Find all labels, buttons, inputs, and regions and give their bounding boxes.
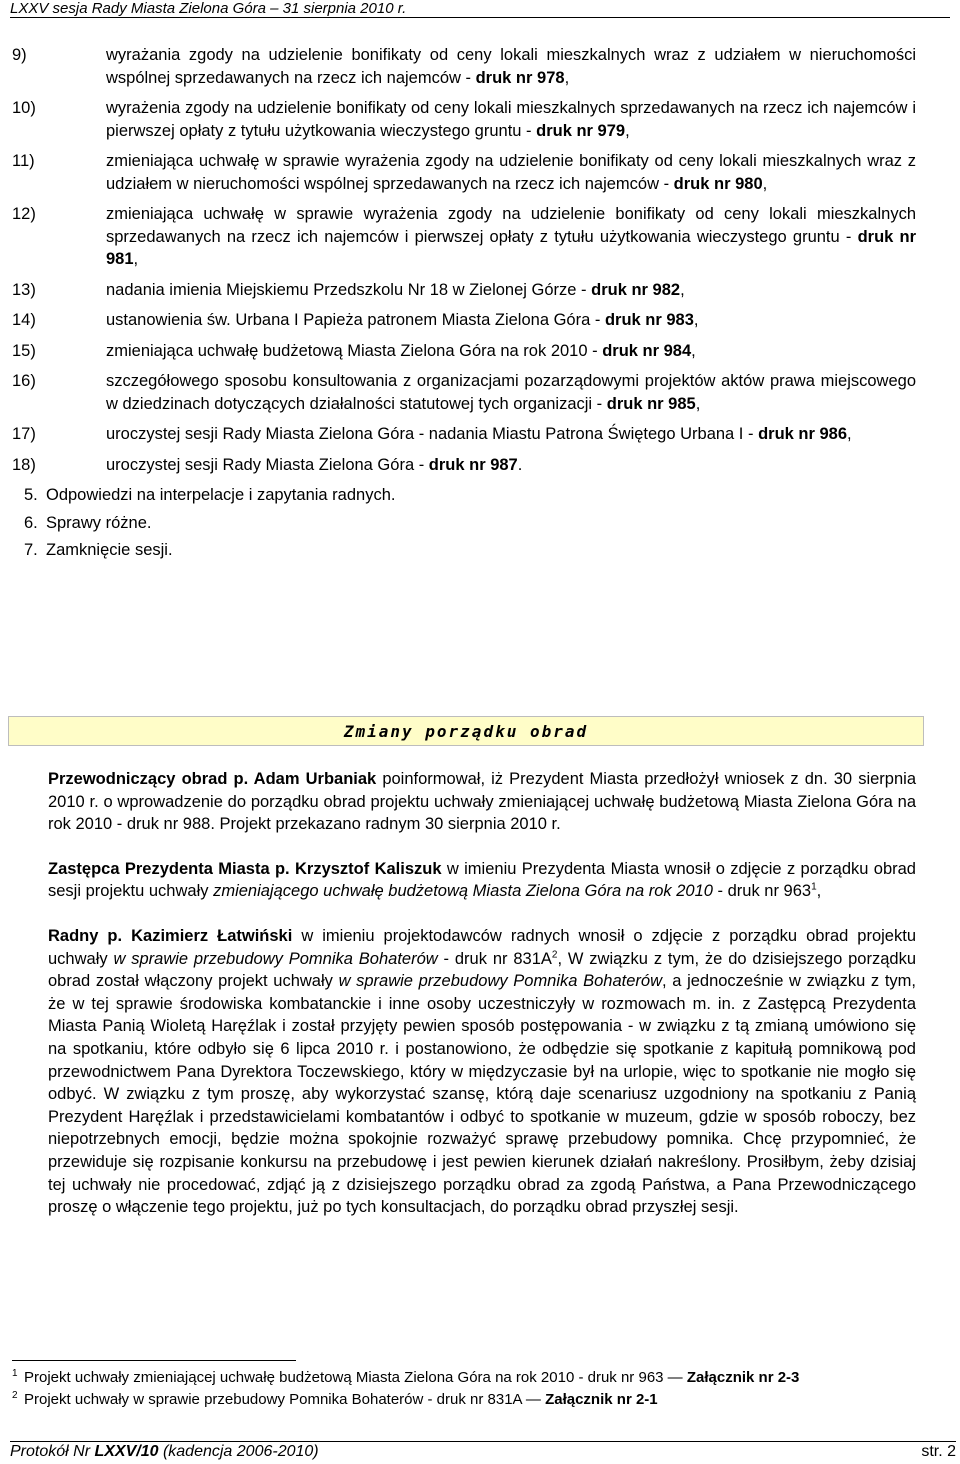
list-item: 6. Sprawy różne. <box>24 513 152 532</box>
list-item: 11) zmieniająca uchwałę w sprawie wyrażenia zgody na udzielenie bonifikaty od ceny lokali mieszkalnych wraz z udziałem w nieruchomości wspólnej sprzedawanych na rzecz ich najemców - druk nr 980, <box>12 152 916 193</box>
page-header: LXXV sesja Rady Miasta Zielona Góra – 31 sierpnia 2010 r. <box>10 0 950 18</box>
list-item: 13) nadania imienia Miejskiemu Przedszkolu Nr 18 w Zielonej Górze - druk nr 982, <box>12 280 685 299</box>
list-item: 7. Zamknięcie sesji. <box>24 541 173 559</box>
paragraph: Przewodniczący obrad p. Adam Urbaniak poinformował, iż Prezydent Miasta przedłożył wniosek z dn. 30 sierpnia 2010 r. o wprowadzenie do porządku obrad projektu uchwały zmieniającej uchwałę budżetową Miasta Zielona Góra na rok 2010 - druk nr 988. Projekt przekazano radnym 30 sierpnia 2010 r. <box>48 770 916 834</box>
list-item: 10) wyrażenia zgody na udzielenie bonifikaty od ceny lokali mieszkalnych sprzedawanych na rzecz ich najemców i pierwszej opłaty z tytułu użytkowania wieczystego gruntu - druk nr 979, <box>12 99 916 140</box>
list-item: 9) wyrażania zgody na udzielenie bonifikaty od ceny lokali mieszkalnych wraz z udziałem w nieruchomości wspólnej sprzedawanych na rzecz ich najemców - druk nr 978, <box>12 46 916 87</box>
footnote-divider <box>12 1360 296 1361</box>
paragraph: Zastępca Prezydenta Miasta p. Krzysztof Kaliszuk w imieniu Prezydenta Miasta wnosił o zdjęcie z porządku obrad sesji projektu uchwały zmieniającego uchwałę budżetową Miasta Zielona Góra na rok 2010 - druk nr $963^1$, <box>48 859 916 901</box>
page-number: str. 2 <box>921 1443 956 1460</box>
agenda-list <box>12 44 916 567</box>
section-title: Zmiany porządku obrad <box>343 721 589 741</box>
body-text <box>12 768 916 1241</box>
section-title-bar <box>8 716 924 746</box>
footnote: 1 Projekt uchwały zmieniającej uchwałę budżetową Miasta Zielona Góra na rok 2010 - druk nr 963 — Załącznik nr 2-3 <box>12 1368 800 1386</box>
footer-protocol: Protokół Nr LXXV/10 (kadencja 2006-2010) <box>10 1443 319 1460</box>
footnotes <box>12 1368 916 1412</box>
list-item: 18) uroczystej sesji Rady Miasta Zielona Góra - druk nr 987. <box>12 455 523 474</box>
list-item: 5. Odpowiedzi na interpelacje i zapytania radnych. <box>24 486 396 504</box>
list-item: 15) zmieniająca uchwałę budżetową Miasta Zielona Góra na rok 2010 - druk nr 984, <box>12 341 696 360</box>
list-item: 17) uroczystej sesji Rady Miasta Zielona Góra - nadania Miastu Patrona Świętego Urbana I - druk nr 986, <box>12 425 852 443</box>
list-item: 16) szczegółowego sposobu konsultowania z organizacjami pozarządowymi projektów aktów prawa miejscowego w dziedzinach dotyczących działalności statutowej tych organizacji - druk nr 985, <box>12 372 916 413</box>
list-item: 14) ustanowienia św. Urbana I Papieża patronem Miasta Zielona Góra - druk nr 983, <box>12 311 699 329</box>
page-footer <box>10 1441 956 1462</box>
footnote: 2 Projekt uchwały w sprawie przebudowy Pomnika Bohaterów - druk nr 831A — Załącznik nr 2-1 <box>12 1390 658 1408</box>
paragraph: Radny p. Kazimierz Łatwiński w imieniu projektodawców radnych wnosił o zdjęcie z porządku obrad projektu uchwały w sprawie przebudowy Pomnika Bohaterów - druk nr $831A^2$, W związku z tym, że do dzisiejszego porządku obrad został włączony projekt uchwały w sprawie przebudowy Pomnika Bohaterów, a jednocześnie w związku z tym, że w tej sprawie środowiska kombatanckie i inne osoby uczestniczyły w rozmowach m. in. z Zastępcą Prezydenta Miasta Panią Wioletą Haręźlak i został przyjęty pewien sposób postępowania - w związku z tą zmianą umówiono się na spotkaniu, które odbyło się 6 lipca 2010 r. i postanowiono, że odbędzie się spotkanie z kapitułą pomnikową pod przewodnictwem Pana Dyrektora Toczewskiego, który w międzyczasie był na urlopie, więc to spotkanie nie mogło się odbyć. W związku z tym proszę, aby wykorzystać szansę, którą daje scenariusz uzgodniony na spotkaniu z Panią Prezydent Haręźlak i przedstawicielami kombatantów i odbyć to spotkanie w muzeum, gdzie w sposób roboczy, bez niepotrzebnych emocji, będzie można spokojnie rozważyć sprawę przebudowy pomnika. Chcę przypomnieć, że przewiduje się rozpisanie konkursu na przebudowę i jest pewien kierunek działań nakreślony. Prosiłbym, żeby dzisiaj tej uchwały nie procedować, zdjąć ją z dzisiejszego porządku obrad za zgodą Państwa, a Pana Przewodniczącego proszę o włączenie tego projektu, już po tych konsultacjach, do porządku obrad przyszłej sesji. <box>48 926 917 1217</box>
list-item: 12) zmieniająca uchwałę w sprawie wyrażenia zgody na udzielenie bonifikaty od ceny lokali mieszkalnych sprzedawanych na rzecz ich najemców i pierwszej opłaty z tytułu użytkowania wieczystego gruntu - druk nr 981, <box>12 205 917 268</box>
